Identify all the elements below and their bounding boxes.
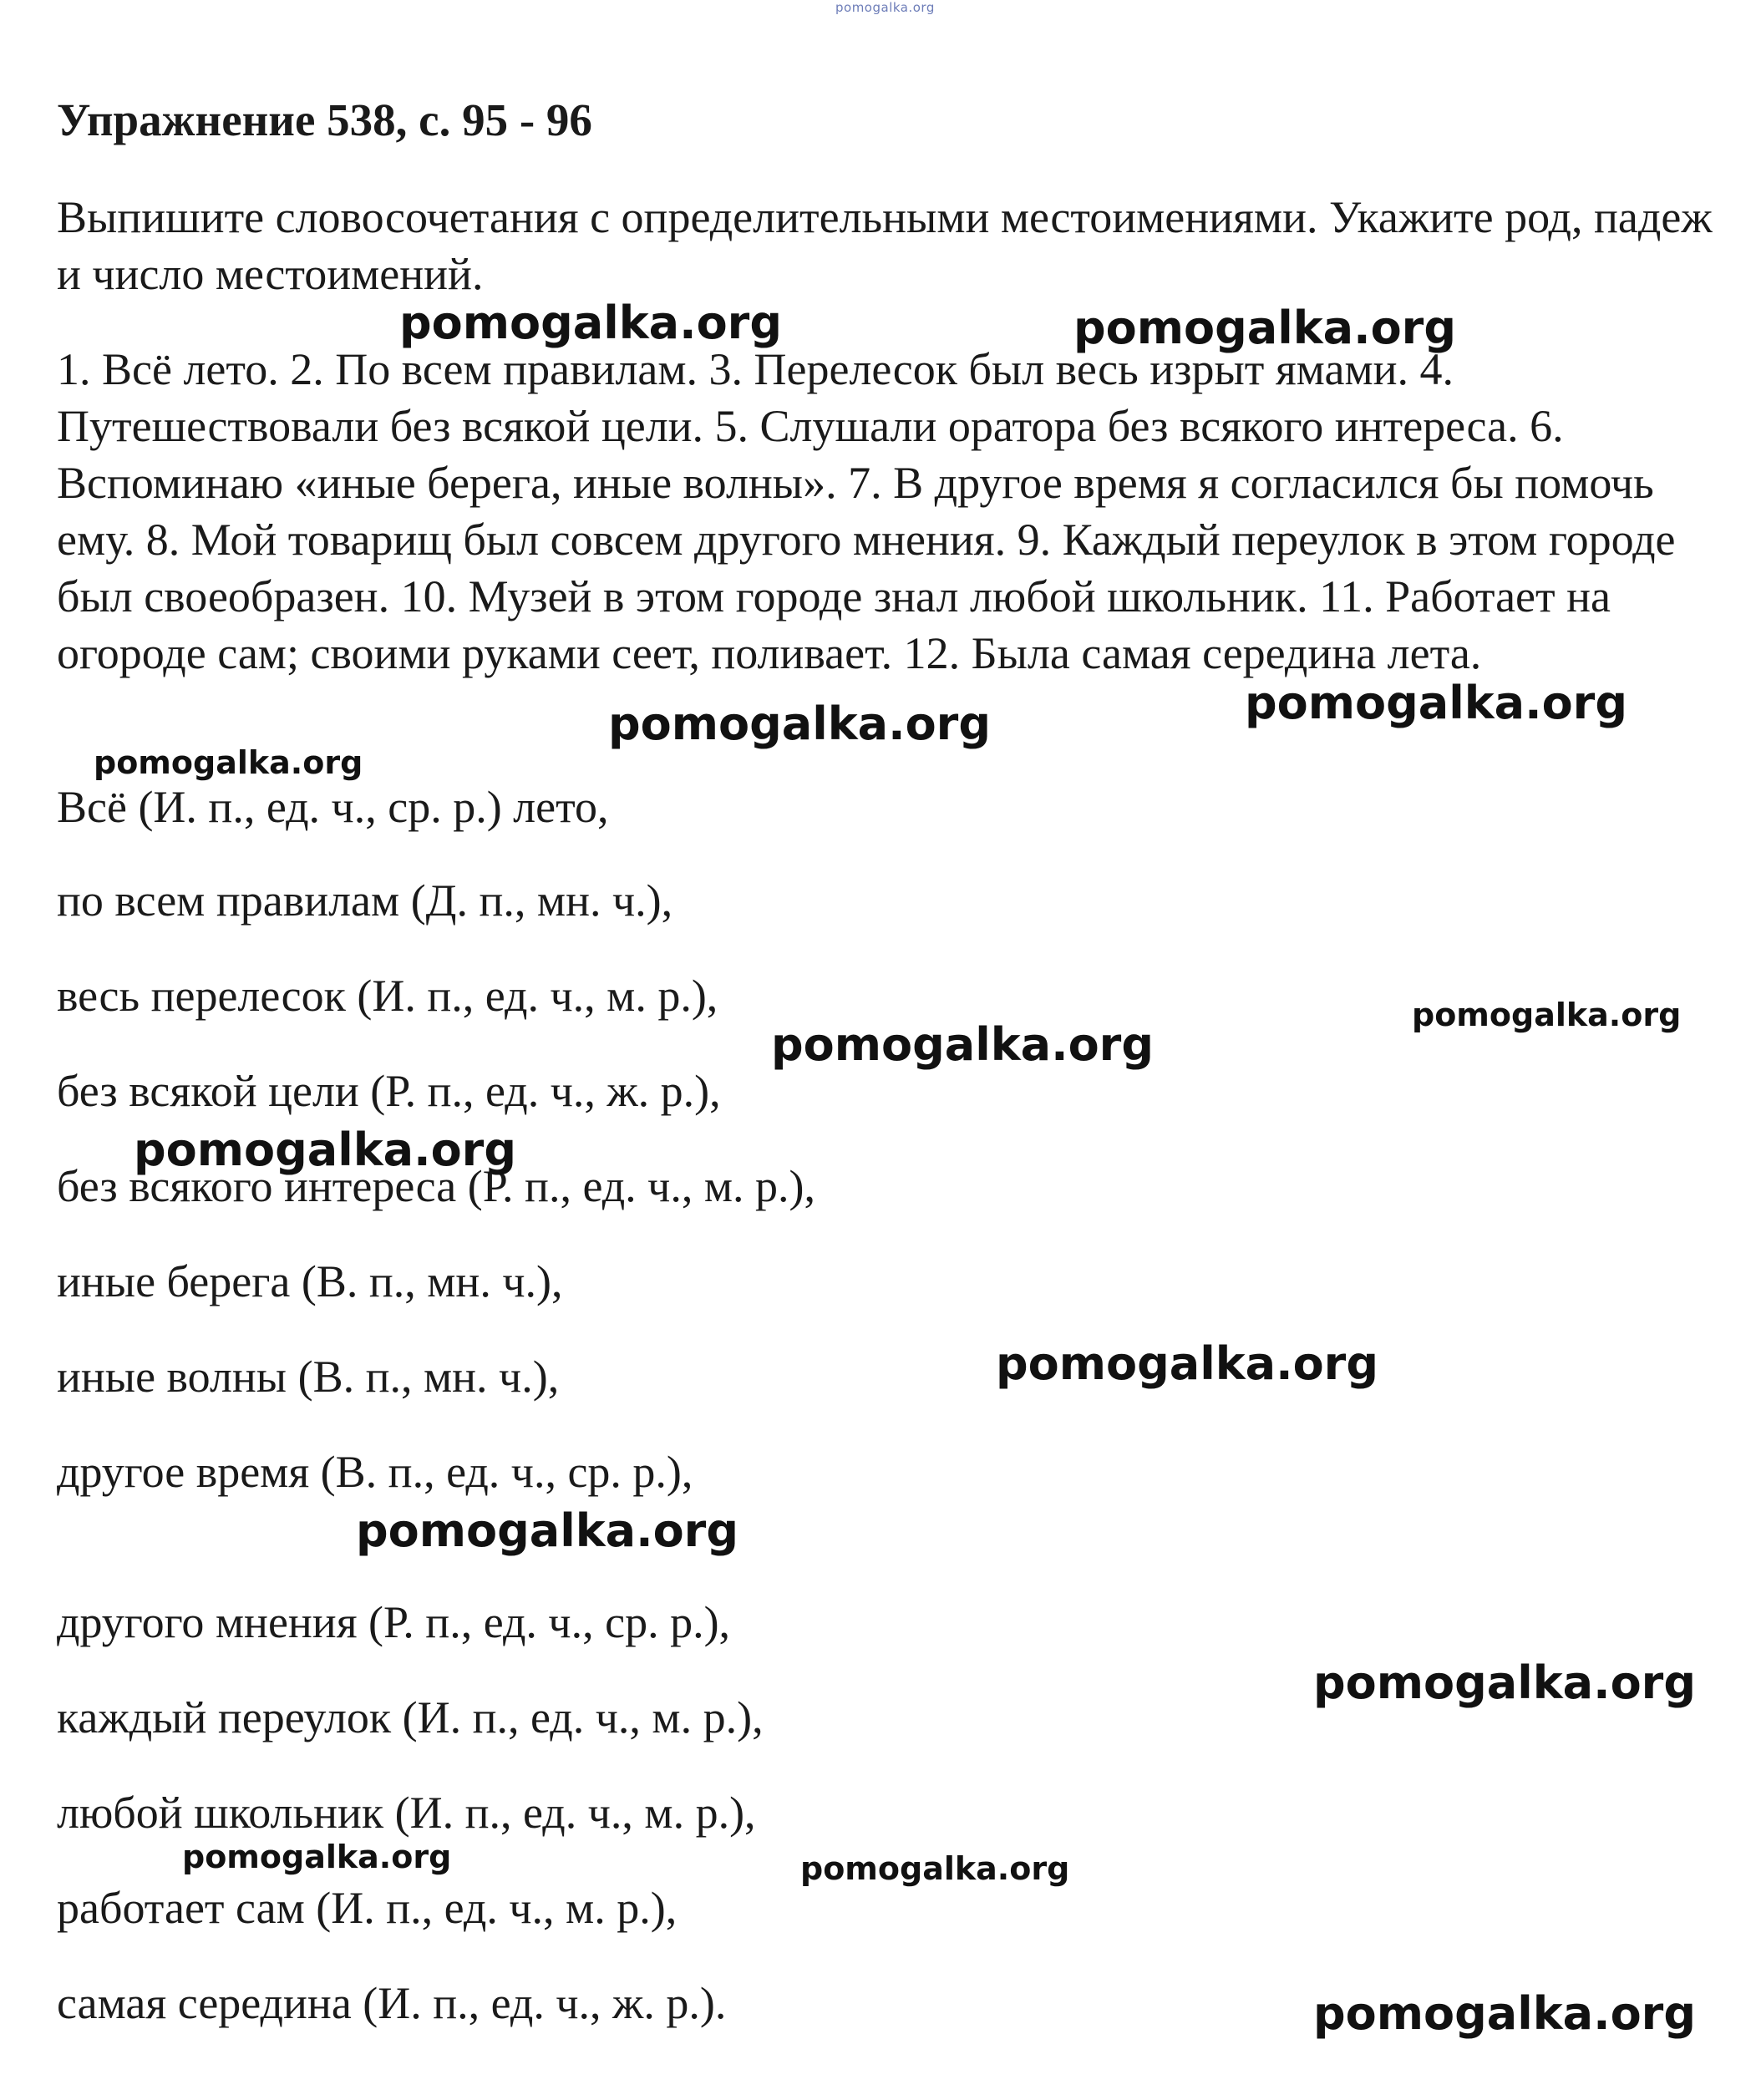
watermark: pomogalka.org <box>399 297 782 349</box>
answer-line: весь перелесок (И. п., ед. ч., м. р.), <box>57 971 718 1021</box>
answer-line: без всякого интереса (Р. п., ед. ч., м. р.), <box>57 1161 815 1211</box>
answer-line: работает сам (И. п., ед. ч., м. р.), <box>57 1883 678 1933</box>
watermark: pomogalka.org <box>800 1850 1070 1887</box>
answer-line: другого мнения (Р. п., ед. ч., ср. р.), <box>57 1597 731 1647</box>
watermark: pomogalka.org <box>996 1337 1378 1390</box>
watermark: pomogalka.org <box>94 744 363 781</box>
watermark: pomogalka.org <box>356 1504 738 1557</box>
watermark: pomogalka.org <box>1313 1656 1696 1709</box>
answer-line: без всякой цели (Р. п., ед. ч., ж. р.), <box>57 1066 721 1116</box>
watermark: pomogalka.org <box>1313 1987 1696 2040</box>
watermark: pomogalka.org <box>1412 997 1682 1033</box>
watermark: pomogalka.org <box>1073 302 1456 354</box>
answer-line: иные волны (В. п., мн. ч.), <box>57 1352 560 1402</box>
watermark: pomogalka.org <box>771 1018 1154 1071</box>
exercise-text: 1. Всё лето. 2. По всем правилам. 3. Перелесок был весь изрыт ямами. 4. Путешествовали без всякой цели. 5. Слушали оратора без всякого интереса. 6. Вспоминаю «иные берега, иные волны». 7. В другое время я согласился бы помочь ему. 8. Мой товарищ был совсем другого мнения. 9. Каждый переулок в этом городе был своеобразен. 10. Музей в этом городе знал любой школьник. 11. Работает на огороде сам; своими руками сеет, поливает. 12. Была самая середина лета. <box>57 344 1676 678</box>
watermark: pomogalka.org <box>608 697 991 750</box>
watermark: pomogalka.org <box>134 1124 516 1176</box>
top-watermark: pomogalka.org <box>835 0 935 15</box>
answer-line: каждый переулок (И. п., ед. ч., м. р.), <box>57 1692 764 1742</box>
watermark: pomogalka.org <box>182 1839 452 1875</box>
answer-line: самая середина (И. п., ед. ч., ж. р.). <box>57 1978 727 2028</box>
answer-line: Всё (И. п., ед. ч., ср. р.) лето, <box>57 782 609 832</box>
task-text: Выпишите словосочетания с определительными местоимениями. Укажите род, падеж и число местоимений. <box>57 192 1713 299</box>
page-title: Упражнение 538, с. 95 - 96 <box>57 94 592 145</box>
answer-line: любой школьник (И. п., ед. ч., м. р.), <box>57 1788 756 1838</box>
answer-line: иные берега (В. п., мн. ч.), <box>57 1256 563 1306</box>
watermark: pomogalka.org <box>1245 677 1627 729</box>
answer-line: другое время (В. п., ед. ч., ср. р.), <box>57 1447 693 1497</box>
answer-line: по всем правилам (Д. п., мн. ч.), <box>57 875 673 926</box>
